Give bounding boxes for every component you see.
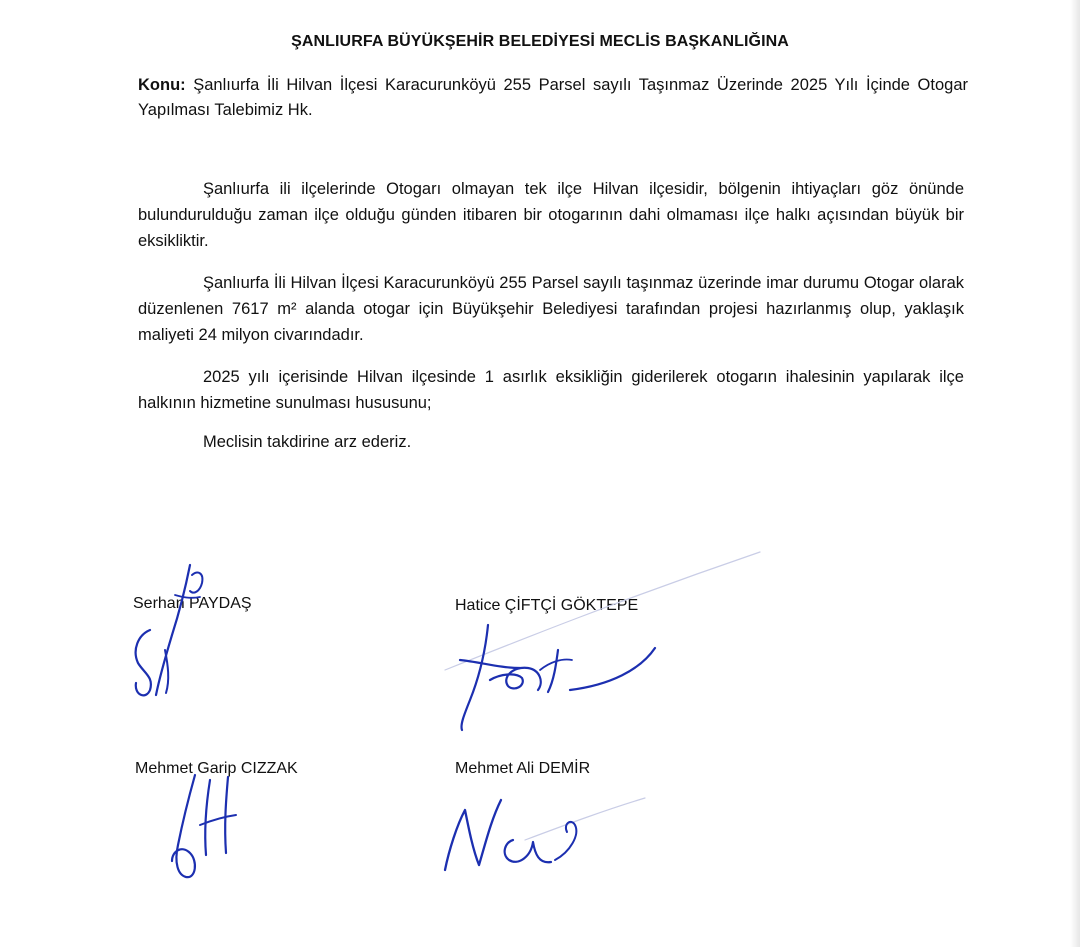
closing-paragraph: Meclisin takdirine arz ederiz. [203,433,412,451]
signatory-name-1: Serhan PAYDAŞ [133,595,252,612]
subject-text: Şanlıurfa İli Hilvan İlçesi Karacurunköyü 255 Parsel sayılı Taşınmaz Üzerinde 2025 Yılı İçinde Otogar Yapılması Talebimiz Hk. [138,76,968,119]
subject-label: Konu: [138,76,186,94]
signatory-name-4: Mehmet Ali DEMİR [455,760,591,777]
page-edge-shadow [1070,0,1080,947]
signature-1 [120,555,230,705]
body-paragraph-2: Şanlıurfa İli Hilvan İlçesi Karacurunköyü 255 Parsel sayılı taşınmaz üzerinde imar durumu Otogar olarak düzenlenen 7617 m² alanda otogar için Büyükşehir Belediyesi tarafından projesi hazırlanmış olup, yaklaşık maliyeti 24 milyon civarındadır. [138,274,964,344]
body-paragraph-1: Şanlıurfa ili ilçelerinde Otogarı olmayan tek ilçe Hilvan ilçesidir, bölgenin ihtiyaçları göz önünde bulundurulduğu zaman ilçe olduğu günden itibaren bir otogarının dahi olmaması ilçe halkı açısından büyük bir eksikliktir. [138,180,964,250]
signature-4 [435,780,655,880]
signatory-name-3: Mehmet Garip CIZZAK [135,760,298,777]
subject-line [138,73,968,123]
signatory-name-2: Hatice ÇİFTÇİ GÖKTEPE [455,597,639,614]
document-heading: ŞANLIURFA BÜYÜKŞEHİR BELEDİYESİ MECLİS BAŞKANLIĞINA [291,33,789,50]
signature-2 [440,550,770,740]
signature-3 [160,765,260,885]
body-paragraph-3: 2025 yılı içerisinde Hilvan ilçesinde 1 asırlık eksikliğin giderilerek otogarın ihalesinin yapılarak ilçe halkının hizmetine sunulması hususunu; [138,368,964,412]
